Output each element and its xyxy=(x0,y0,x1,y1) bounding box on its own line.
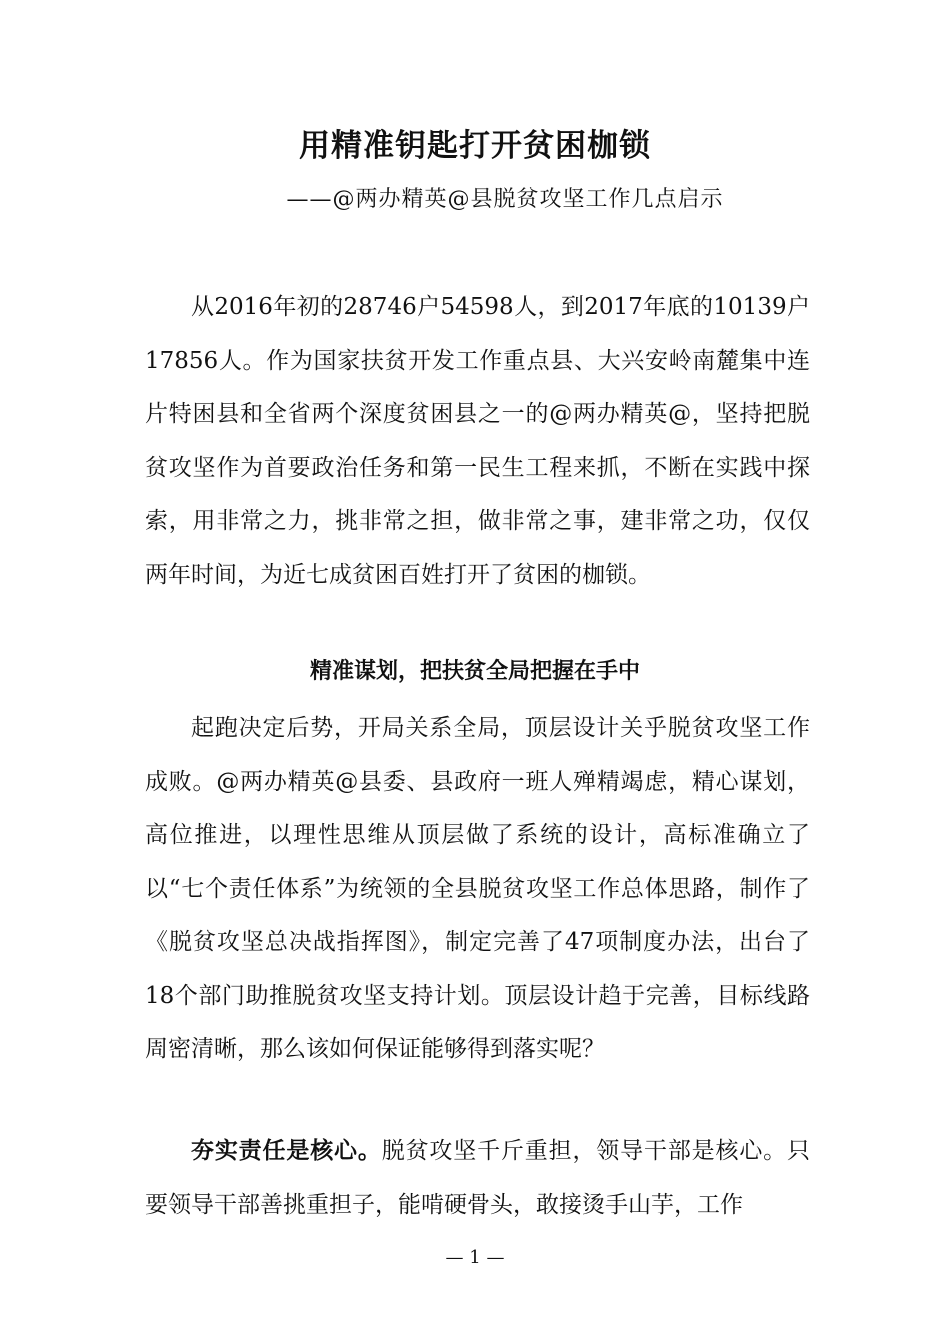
paragraph-intro: 从2016年初的28746户54598人，到2017年底的10139户17856人。作为国家扶贫开发工作重点县、大兴安岭南麓集中连片特困县和全省两个深度贫困县之一的@两办精英@，坚持把脱贫攻坚作为首要政治任务和第一民生工程来抓，不断在实践中探索，用非常之力，挑非常之担，做非常之事，建非常之功，仅仅两年时间，为近七成贫困百姓打开了贫困的枷锁。 xyxy=(145,294,810,588)
paragraph-rest: 脱贫攻坚千斤重担，领导干部是核心。只要领导干部善挑重担子，能啃硬骨头，敢接烫手山芋，工作 xyxy=(145,1138,811,1218)
section-heading: 精准谋划，把扶贫全局把握在手中 xyxy=(309,659,640,684)
page-number: — 1 — xyxy=(445,1247,505,1268)
paragraph-responsibility xyxy=(145,1124,810,1232)
paragraph-planning: 起跑决定后势，开局关系全局，顶层设计关乎脱贫攻坚工作成败。@两办精英@县委、县政府一班人殚精竭虑，精心谋划，高位推进，以理性思维从顶层做了系统的设计，高标准确立了以“七个责任体系”为统领的全县脱贫攻坚工作总体思路，制作了《脱贫攻坚总决战指挥图》，制定完善了47项制度办法，出台了18个部门助推脱贫攻坚支持计划。顶层设计趋于完善，目标线路周密清晰，那么该如何保证能够得到落实呢？ xyxy=(145,715,810,1062)
document-subtitle: ——@两办精英@县脱贫攻坚工作几点启示 xyxy=(286,187,724,212)
document-title: 用精准钥匙打开贫困枷锁 xyxy=(299,128,651,164)
paragraph-lead-bold: 夯实责任是核心。 xyxy=(191,1137,382,1164)
